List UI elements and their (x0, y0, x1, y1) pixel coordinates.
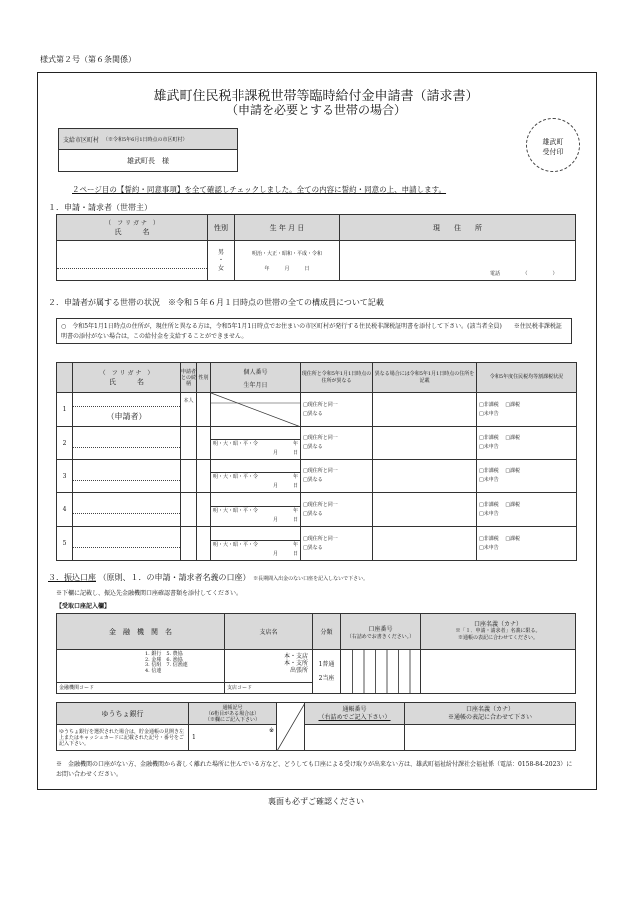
row-number: 5 (57, 527, 73, 561)
account-note: （右詰めでお書きください。） (346, 633, 415, 640)
undeclared-checkbox[interactable]: □未申告 (479, 477, 499, 483)
row-number: 3 (57, 460, 73, 493)
year-label: 年 (292, 507, 298, 514)
branch-code: 支店コード (225, 682, 313, 693)
branch-type-option[interactable]: 本・支店 (283, 653, 308, 660)
section3-instruction: ※下欄に記載し、振込先金融機関口座確認書類を添付してください。 (56, 590, 243, 597)
yucho-holder-cell[interactable] (405, 725, 576, 751)
member-relation-cell[interactable] (181, 460, 197, 493)
member-id-birth-cell[interactable] (211, 460, 301, 493)
stamp-line2: 受付印 (542, 148, 564, 156)
yucho-mark: ※ (268, 727, 274, 734)
table-row (57, 493, 577, 527)
yucho-one: 1 (192, 734, 196, 741)
bank-table (56, 613, 576, 694)
applicant-birth-cell[interactable] (235, 241, 340, 281)
yucho-symbol-header: 通帳記号 (222, 704, 243, 711)
branch-type-option[interactable]: 本・支所 (283, 660, 308, 667)
era-short: 明・大・昭・平・令 (213, 474, 259, 480)
same-checkbox[interactable]: □現住所と同一 (303, 435, 338, 441)
undeclared-checkbox[interactable]: □未申告 (479, 444, 499, 450)
prev-address-cell[interactable] (373, 527, 477, 561)
member-sex-cell[interactable] (197, 493, 211, 527)
row-number: 1 (57, 393, 73, 427)
yucho-symbol-note1: （6桁目がある場合は） (205, 710, 260, 717)
month-day-label: 月 日 (272, 450, 298, 456)
municipality-label: 支給市区町村 (63, 137, 100, 144)
section3-note: ※長期間入出金のない口座を記入しないで下さい。 (253, 576, 369, 582)
undeclared-checkbox[interactable]: □未申告 (479, 544, 499, 551)
yucho-symbol-cell[interactable] (189, 725, 277, 751)
account-number-cell[interactable] (341, 650, 421, 694)
hh-prev-addr-header: 現住所と令和5年1月1日時点の住所が異なる (301, 363, 373, 393)
holder-name-cell[interactable] (421, 650, 576, 694)
yucho-symbol-note2: （※欄にご記入下さい） (204, 716, 260, 723)
table-row (57, 527, 577, 561)
tax-status-cell[interactable] (477, 527, 577, 561)
diagonal-line-icon (277, 703, 305, 751)
member-sex-cell[interactable] (197, 460, 211, 493)
same-checkbox[interactable]: □現住所と同一 (303, 401, 338, 408)
member-name-cell[interactable] (73, 393, 181, 427)
back-page-note: 裏面も必ずご確認ください (268, 797, 364, 806)
bank-name-cell[interactable] (57, 650, 225, 694)
member-id-birth-cell[interactable] (211, 427, 301, 460)
bank-type-option[interactable]: 1. 銀行 (145, 651, 162, 657)
era-short: 明・大・昭・平・令 (213, 541, 259, 548)
different-checkbox[interactable]: □異なる (303, 410, 323, 417)
form-title: 雄武町住民税非課税世帯等臨時給付金申請書（請求書） (153, 89, 479, 104)
table-row (57, 393, 577, 427)
prev-address-cell[interactable] (373, 393, 477, 427)
account-type-option[interactable]: 1普通 (318, 660, 335, 668)
applicant-label: （申請者） (106, 411, 147, 421)
different-checkbox[interactable]: □異なる (303, 477, 323, 483)
nontax-checkbox[interactable]: □非課税 (479, 401, 499, 408)
branch-header: 支店名 (225, 614, 313, 650)
yucho-header: ゆうちょ銀行 (57, 703, 189, 725)
tax-status-cell[interactable] (477, 460, 577, 493)
address-check-cell[interactable] (301, 527, 373, 561)
address-label: 現 住 所 (340, 215, 576, 241)
member-id-birth-cell[interactable] (211, 527, 301, 561)
member-name-cell[interactable] (73, 527, 181, 561)
tax-status-cell[interactable] (477, 393, 577, 427)
month-day-label: 月 日 (272, 483, 298, 489)
furigana-label: （ フ リ ガ ナ ） (105, 220, 159, 227)
birth-ymd: 年 月 日 (264, 265, 310, 272)
prev-address-cell[interactable] (373, 460, 477, 493)
section3-heading (48, 572, 368, 583)
month-day-label: 月 日 (272, 516, 298, 523)
municipality-box (58, 128, 238, 172)
hh-tax-header: 令和5年度住民税均等割課税状況 (477, 363, 577, 393)
different-checkbox[interactable]: □異なる (303, 444, 323, 450)
address-check-cell[interactable] (301, 493, 373, 527)
phone-label: 電話 （ ） (490, 271, 558, 277)
applicant-address-cell[interactable] (340, 241, 576, 281)
section3-subtitle: （原則、１．の申請・請求者名義の口座） (98, 573, 251, 582)
birth-label: 生 年 月 日 (235, 215, 340, 241)
account-header: 口座番号 (368, 625, 393, 633)
taxed-checkbox[interactable]: □課税 (505, 501, 521, 508)
reception-stamp (526, 118, 580, 172)
nontax-checkbox[interactable]: □非課税 (479, 501, 499, 508)
municipality-note: （※令和5年6月1日時点の市区町村） (103, 137, 188, 143)
holder-note2: ※通帳の表記に合わせてください。 (457, 635, 538, 641)
applicant-table (56, 214, 576, 281)
hh-diff-addr-header: 異なる場合には令和5年1月1日時点の住所を記載 (373, 363, 477, 393)
member-sex-cell[interactable] (197, 393, 211, 427)
section1-heading: １．申請・請求者（世帯主） (48, 203, 152, 212)
addressee: 雄武町長 様 (127, 157, 169, 165)
table-row (57, 427, 577, 460)
section3-title: ３．振込口座 (48, 573, 96, 582)
holder-note1: ※「１．申請・請求者」名義に限る。 (455, 628, 541, 634)
bank-code: 金融機関コード (57, 682, 225, 693)
prev-address-cell[interactable] (373, 493, 477, 527)
year-label: 年 (292, 541, 298, 548)
row-number: 2 (57, 427, 73, 460)
sex-label: 性別 (208, 215, 235, 241)
prev-address-cell[interactable] (373, 427, 477, 460)
yucho-number-note: （右詰めでご記入下さい） (318, 713, 391, 721)
member-relation-cell[interactable] (181, 527, 197, 561)
type-header: 分類 (313, 614, 341, 650)
hh-relation-header: 申請者との続柄 (181, 363, 197, 393)
taxed-checkbox[interactable]: □課税 (505, 435, 521, 441)
bank-type-option[interactable]: 3. 信組 (145, 662, 162, 668)
undeclared-checkbox[interactable]: □未申告 (479, 510, 499, 517)
tax-status-cell[interactable] (477, 493, 577, 527)
table-row (57, 460, 577, 493)
member-sex-cell[interactable] (197, 527, 211, 561)
different-checkbox[interactable]: □異なる (303, 544, 323, 551)
yucho-table (56, 702, 576, 751)
yucho-number-header: 通帳番号 (342, 705, 367, 713)
same-checkbox[interactable]: □現住所と同一 (303, 501, 338, 508)
member-name-cell[interactable] (73, 493, 181, 527)
bank-type-option[interactable]: 2. 金庫 (145, 656, 162, 663)
consent-text: ２ページ目の【誓約・同意事項】を全て確認しチェックしました。全ての内容に誓約・同意の上、申請します。 (72, 185, 447, 194)
hh-id-header: 個人番号 (243, 368, 268, 376)
holder-header: 口座名義（カナ） (473, 621, 522, 628)
applicant-name-cell[interactable] (57, 241, 208, 281)
hh-birth-header: 生年月日 (243, 381, 268, 389)
yucho-number-cell[interactable] (305, 725, 405, 751)
year-label: 年 (292, 441, 298, 447)
month-day-label: 月 日 (272, 550, 298, 557)
member-relation-cell[interactable] (181, 493, 197, 527)
nontax-checkbox[interactable]: □非課税 (479, 435, 499, 441)
address-check-cell[interactable] (301, 460, 373, 493)
branch-type-option[interactable]: 出張所 (289, 667, 308, 674)
same-checkbox[interactable]: □現住所と同一 (303, 535, 338, 542)
sex-options[interactable]: 男 ・ 女 (208, 241, 235, 281)
member-name-cell[interactable] (73, 460, 181, 493)
tax-status-cell[interactable] (477, 427, 577, 460)
address-check-cell[interactable] (301, 393, 373, 427)
taxed-checkbox[interactable]: □課税 (505, 535, 521, 542)
account-type-option[interactable]: 2当座 (318, 674, 335, 682)
hh-name-header: 氏 名 (109, 378, 144, 386)
yucho-holder-header: 口座名義（カナ） (465, 705, 514, 713)
form-subtitle: （申請を必要とする世帯の場合） (225, 103, 406, 117)
bank-type-option[interactable]: 5. 農協 (166, 651, 183, 657)
bank-type-option[interactable]: 4. 信連 (145, 667, 162, 674)
household-table (56, 362, 577, 561)
address-check-cell[interactable] (301, 427, 373, 460)
receive-label: 【受取口座記入欄】 (56, 603, 111, 610)
hh-sex-header: 性別 (197, 363, 211, 393)
era-options: 明治・大正・昭和・平成・令和 (251, 250, 322, 257)
member-id-birth-cell[interactable] (211, 493, 301, 527)
member-relation-cell[interactable] (181, 427, 197, 460)
section2-note: ○ 令和5年1月1日時点の住所が，現住所と異なる方は，令和5年1月1日時点でお住まいの市区町村が発行する住民税非課税証明書を添付して下さい。(該当者全員) ※住民税非課税証明書の添付がない場合は，この給付金を支給することができません。 (56, 318, 572, 344)
taxed-checkbox[interactable]: □課税 (505, 401, 521, 408)
yucho-blank-cell (277, 703, 305, 751)
branch-name-cell[interactable] (225, 650, 313, 694)
account-type-cell[interactable] (313, 650, 341, 694)
nontax-checkbox[interactable]: □非課税 (479, 535, 499, 542)
undeclared-checkbox[interactable]: □未申告 (479, 410, 499, 417)
name-label: 氏 名 (114, 228, 150, 236)
stamp-line1: 雄武町 (542, 138, 564, 146)
bank-type-option[interactable]: 7. 信漁連 (166, 662, 188, 668)
member-id-cell[interactable] (211, 393, 301, 427)
row-number: 4 (57, 493, 73, 527)
different-checkbox[interactable]: □異なる (303, 510, 323, 517)
era-short: 明・大・昭・平・令 (213, 507, 259, 514)
same-checkbox[interactable]: □現住所と同一 (303, 468, 338, 474)
section2-heading: ２．申請者が属する世帯の状況 ※令和５年６月１日時点の世帯の全ての構成員について記載 (48, 298, 384, 307)
member-name-cell[interactable] (73, 427, 181, 460)
taxed-checkbox[interactable]: □課税 (505, 468, 521, 474)
yucho-note: ゆうちょ銀行を選択された場合は，貯金通帳の見開き左上またはキャッシュカードに記載された記号・番号をご記入下さい。 (57, 725, 189, 751)
self-label: 本人 (181, 393, 197, 427)
hh-furigana-header: （ フ リ ガ ナ ） (99, 370, 154, 377)
era-short: 明・大・昭・平・令 (213, 441, 259, 447)
footer-note: ※ 金融機関の口座がない方、金融機関から著しく離れた場所に住んでいる方など、どうしても口座による受け取りが出来ない方は、雄武町福祉紛付課社会福祉係（電話：0158-84-2023）にお問い合わせください。 (56, 761, 573, 778)
bank-type-option[interactable]: 6. 漁協 (166, 656, 183, 663)
diagonal-line-icon (211, 393, 301, 427)
yucho-holder-note: ※通帳の表記に合わせて下さい (447, 713, 532, 721)
form-number: 様式第２号（第６条関係） (40, 55, 136, 64)
member-sex-cell[interactable] (197, 427, 211, 460)
nontax-checkbox[interactable]: □非課税 (479, 468, 499, 474)
bank-header: 金 融 機 関 名 (57, 614, 225, 650)
year-label: 年 (292, 474, 298, 480)
